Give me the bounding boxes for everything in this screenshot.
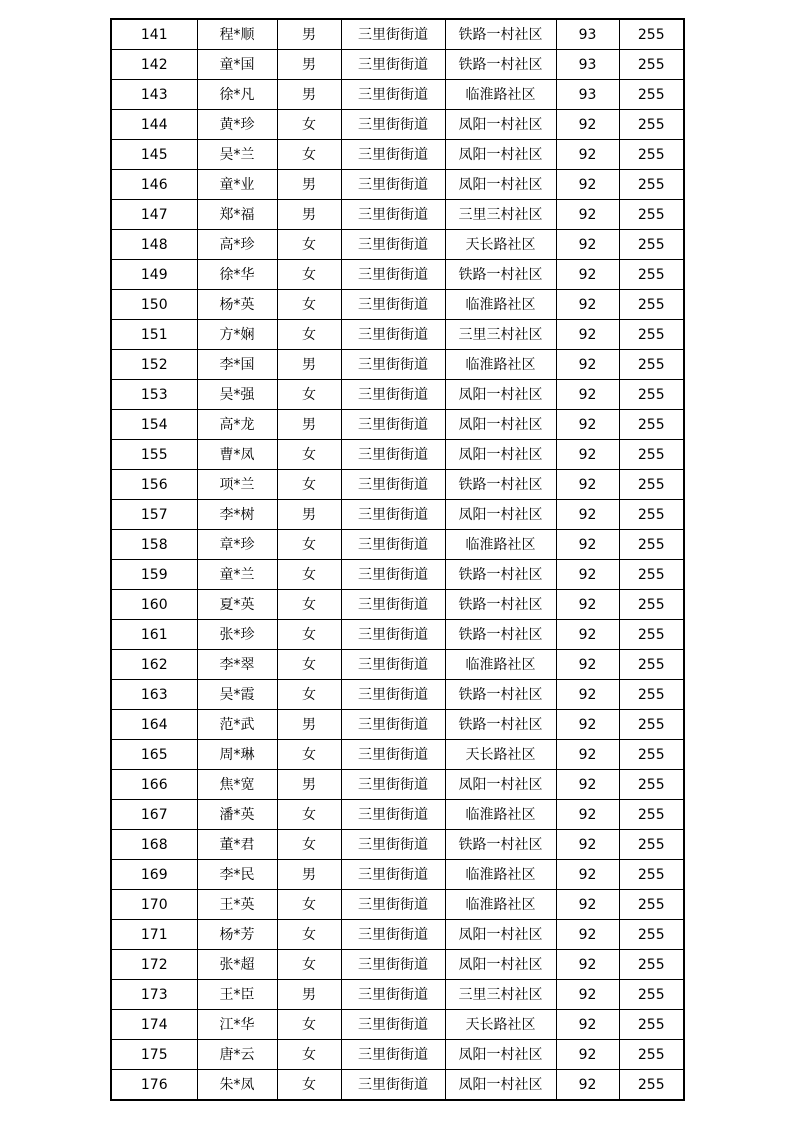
row-number-cell: 166 xyxy=(111,770,197,800)
gender-cell: 男 xyxy=(277,860,341,890)
amount-cell: 255 xyxy=(619,200,684,230)
name-cell: 程*顺 xyxy=(197,19,277,50)
community-cell: 临淮路社区 xyxy=(445,350,556,380)
table-row xyxy=(111,620,684,650)
age-cell: 92 xyxy=(556,500,619,530)
gender-cell: 男 xyxy=(277,770,341,800)
community-cell: 凤阳一村社区 xyxy=(445,500,556,530)
name-cell: 黄*珍 xyxy=(197,110,277,140)
gender-cell: 男 xyxy=(277,350,341,380)
community-cell: 铁路一村社区 xyxy=(445,560,556,590)
street-cell: 三里街街道 xyxy=(341,380,445,410)
amount-cell: 255 xyxy=(619,500,684,530)
street-cell: 三里街街道 xyxy=(341,830,445,860)
table-row xyxy=(111,410,684,440)
street-cell: 三里街街道 xyxy=(341,680,445,710)
street-cell: 三里街街道 xyxy=(341,770,445,800)
community-cell: 凤阳一村社区 xyxy=(445,1040,556,1070)
amount-cell: 255 xyxy=(619,110,684,140)
amount-cell: 255 xyxy=(619,950,684,980)
community-cell: 铁路一村社区 xyxy=(445,590,556,620)
row-number-cell: 159 xyxy=(111,560,197,590)
gender-cell: 女 xyxy=(277,260,341,290)
community-cell: 凤阳一村社区 xyxy=(445,920,556,950)
table-row xyxy=(111,890,684,920)
name-cell: 李*民 xyxy=(197,860,277,890)
row-number-cell: 172 xyxy=(111,950,197,980)
row-number-cell: 162 xyxy=(111,650,197,680)
community-cell: 凤阳一村社区 xyxy=(445,770,556,800)
community-cell: 临淮路社区 xyxy=(445,890,556,920)
row-number-cell: 161 xyxy=(111,620,197,650)
name-cell: 高*珍 xyxy=(197,230,277,260)
row-number-cell: 154 xyxy=(111,410,197,440)
street-cell: 三里街街道 xyxy=(341,500,445,530)
age-cell: 92 xyxy=(556,200,619,230)
row-number-cell: 176 xyxy=(111,1070,197,1101)
gender-cell: 女 xyxy=(277,830,341,860)
street-cell: 三里街街道 xyxy=(341,140,445,170)
street-cell: 三里街街道 xyxy=(341,260,445,290)
age-cell: 93 xyxy=(556,19,619,50)
amount-cell: 255 xyxy=(619,920,684,950)
gender-cell: 女 xyxy=(277,740,341,770)
row-number-cell: 148 xyxy=(111,230,197,260)
age-cell: 92 xyxy=(556,290,619,320)
row-number-cell: 150 xyxy=(111,290,197,320)
amount-cell: 255 xyxy=(619,80,684,110)
table-row xyxy=(111,920,684,950)
community-cell: 凤阳一村社区 xyxy=(445,950,556,980)
age-cell: 92 xyxy=(556,770,619,800)
gender-cell: 女 xyxy=(277,320,341,350)
amount-cell: 255 xyxy=(619,230,684,260)
name-cell: 李*国 xyxy=(197,350,277,380)
street-cell: 三里街街道 xyxy=(341,530,445,560)
name-cell: 童*兰 xyxy=(197,560,277,590)
row-number-cell: 169 xyxy=(111,860,197,890)
age-cell: 92 xyxy=(556,710,619,740)
name-cell: 李*树 xyxy=(197,500,277,530)
table-row xyxy=(111,50,684,80)
community-cell: 临淮路社区 xyxy=(445,650,556,680)
amount-cell: 255 xyxy=(619,320,684,350)
row-number-cell: 147 xyxy=(111,200,197,230)
street-cell: 三里街街道 xyxy=(341,650,445,680)
community-cell: 三里三村社区 xyxy=(445,980,556,1010)
table-row xyxy=(111,500,684,530)
age-cell: 92 xyxy=(556,380,619,410)
amount-cell: 255 xyxy=(619,50,684,80)
community-cell: 铁路一村社区 xyxy=(445,680,556,710)
gender-cell: 男 xyxy=(277,980,341,1010)
community-cell: 铁路一村社区 xyxy=(445,830,556,860)
age-cell: 92 xyxy=(556,650,619,680)
street-cell: 三里街街道 xyxy=(341,440,445,470)
amount-cell: 255 xyxy=(619,290,684,320)
street-cell: 三里街街道 xyxy=(341,1070,445,1101)
street-cell: 三里街街道 xyxy=(341,19,445,50)
age-cell: 92 xyxy=(556,530,619,560)
name-cell: 童*业 xyxy=(197,170,277,200)
amount-cell: 255 xyxy=(619,590,684,620)
name-cell: 杨*芳 xyxy=(197,920,277,950)
gender-cell: 女 xyxy=(277,1010,341,1040)
amount-cell: 255 xyxy=(619,860,684,890)
table-row xyxy=(111,530,684,560)
name-cell: 章*珍 xyxy=(197,530,277,560)
age-cell: 92 xyxy=(556,620,619,650)
row-number-cell: 171 xyxy=(111,920,197,950)
table-row xyxy=(111,560,684,590)
street-cell: 三里街街道 xyxy=(341,890,445,920)
row-number-cell: 175 xyxy=(111,1040,197,1070)
name-cell: 郑*福 xyxy=(197,200,277,230)
gender-cell: 男 xyxy=(277,19,341,50)
gender-cell: 女 xyxy=(277,440,341,470)
name-cell: 吴*强 xyxy=(197,380,277,410)
community-cell: 临淮路社区 xyxy=(445,530,556,560)
age-cell: 92 xyxy=(556,1040,619,1070)
age-cell: 92 xyxy=(556,350,619,380)
age-cell: 92 xyxy=(556,170,619,200)
gender-cell: 女 xyxy=(277,1040,341,1070)
table-row xyxy=(111,290,684,320)
row-number-cell: 153 xyxy=(111,380,197,410)
gender-cell: 女 xyxy=(277,380,341,410)
table-row xyxy=(111,320,684,350)
table-body xyxy=(111,19,684,1100)
gender-cell: 男 xyxy=(277,50,341,80)
gender-cell: 女 xyxy=(277,290,341,320)
name-cell: 董*君 xyxy=(197,830,277,860)
name-cell: 范*武 xyxy=(197,710,277,740)
community-cell: 临淮路社区 xyxy=(445,80,556,110)
table-row xyxy=(111,1040,684,1070)
community-cell: 凤阳一村社区 xyxy=(445,110,556,140)
name-cell: 王*英 xyxy=(197,890,277,920)
table-row xyxy=(111,440,684,470)
name-cell: 曹*凤 xyxy=(197,440,277,470)
street-cell: 三里街街道 xyxy=(341,1040,445,1070)
amount-cell: 255 xyxy=(619,710,684,740)
age-cell: 92 xyxy=(556,1010,619,1040)
table-row xyxy=(111,350,684,380)
community-cell: 三里三村社区 xyxy=(445,320,556,350)
street-cell: 三里街街道 xyxy=(341,350,445,380)
community-cell: 临淮路社区 xyxy=(445,800,556,830)
community-cell: 铁路一村社区 xyxy=(445,620,556,650)
street-cell: 三里街街道 xyxy=(341,620,445,650)
row-number-cell: 155 xyxy=(111,440,197,470)
street-cell: 三里街街道 xyxy=(341,950,445,980)
name-cell: 王*臣 xyxy=(197,980,277,1010)
amount-cell: 255 xyxy=(619,440,684,470)
age-cell: 92 xyxy=(556,440,619,470)
age-cell: 92 xyxy=(556,410,619,440)
community-cell: 三里三村社区 xyxy=(445,200,556,230)
community-cell: 凤阳一村社区 xyxy=(445,170,556,200)
gender-cell: 男 xyxy=(277,170,341,200)
amount-cell: 255 xyxy=(619,980,684,1010)
street-cell: 三里街街道 xyxy=(341,110,445,140)
table-row xyxy=(111,740,684,770)
gender-cell: 女 xyxy=(277,590,341,620)
name-cell: 唐*云 xyxy=(197,1040,277,1070)
community-cell: 天长路社区 xyxy=(445,230,556,260)
street-cell: 三里街街道 xyxy=(341,80,445,110)
amount-cell: 255 xyxy=(619,770,684,800)
gender-cell: 女 xyxy=(277,110,341,140)
age-cell: 92 xyxy=(556,980,619,1010)
community-cell: 凤阳一村社区 xyxy=(445,1070,556,1101)
gender-cell: 女 xyxy=(277,950,341,980)
table-row xyxy=(111,680,684,710)
age-cell: 93 xyxy=(556,80,619,110)
amount-cell: 255 xyxy=(619,1040,684,1070)
street-cell: 三里街街道 xyxy=(341,710,445,740)
table-row xyxy=(111,1010,684,1040)
amount-cell: 255 xyxy=(619,620,684,650)
community-cell: 临淮路社区 xyxy=(445,290,556,320)
name-cell: 杨*英 xyxy=(197,290,277,320)
gender-cell: 女 xyxy=(277,800,341,830)
amount-cell: 255 xyxy=(619,350,684,380)
age-cell: 92 xyxy=(556,890,619,920)
row-number-cell: 174 xyxy=(111,1010,197,1040)
gender-cell: 男 xyxy=(277,410,341,440)
amount-cell: 255 xyxy=(619,260,684,290)
gender-cell: 男 xyxy=(277,200,341,230)
table-row xyxy=(111,590,684,620)
community-cell: 铁路一村社区 xyxy=(445,260,556,290)
name-cell: 江*华 xyxy=(197,1010,277,1040)
street-cell: 三里街街道 xyxy=(341,740,445,770)
age-cell: 92 xyxy=(556,560,619,590)
community-cell: 铁路一村社区 xyxy=(445,470,556,500)
street-cell: 三里街街道 xyxy=(341,800,445,830)
name-cell: 焦*宽 xyxy=(197,770,277,800)
community-cell: 凤阳一村社区 xyxy=(445,140,556,170)
street-cell: 三里街街道 xyxy=(341,470,445,500)
age-cell: 92 xyxy=(556,470,619,500)
amount-cell: 255 xyxy=(619,650,684,680)
row-number-cell: 143 xyxy=(111,80,197,110)
street-cell: 三里街街道 xyxy=(341,590,445,620)
name-cell: 夏*英 xyxy=(197,590,277,620)
name-cell: 方*娴 xyxy=(197,320,277,350)
name-cell: 张*珍 xyxy=(197,620,277,650)
name-cell: 李*翠 xyxy=(197,650,277,680)
age-cell: 92 xyxy=(556,1070,619,1101)
street-cell: 三里街街道 xyxy=(341,1010,445,1040)
row-number-cell: 170 xyxy=(111,890,197,920)
table-row xyxy=(111,260,684,290)
gender-cell: 女 xyxy=(277,560,341,590)
table-row xyxy=(111,770,684,800)
table-row xyxy=(111,140,684,170)
gender-cell: 女 xyxy=(277,920,341,950)
community-cell: 凤阳一村社区 xyxy=(445,380,556,410)
age-cell: 92 xyxy=(556,320,619,350)
amount-cell: 255 xyxy=(619,380,684,410)
name-cell: 吴*霞 xyxy=(197,680,277,710)
row-number-cell: 167 xyxy=(111,800,197,830)
amount-cell: 255 xyxy=(619,470,684,500)
name-cell: 童*国 xyxy=(197,50,277,80)
gender-cell: 女 xyxy=(277,230,341,260)
table-row xyxy=(111,950,684,980)
amount-cell: 255 xyxy=(619,1010,684,1040)
row-number-cell: 144 xyxy=(111,110,197,140)
street-cell: 三里街街道 xyxy=(341,320,445,350)
table-row xyxy=(111,170,684,200)
community-cell: 铁路一村社区 xyxy=(445,19,556,50)
community-cell: 天长路社区 xyxy=(445,1010,556,1040)
amount-cell: 255 xyxy=(619,170,684,200)
row-number-cell: 149 xyxy=(111,260,197,290)
name-cell: 吴*兰 xyxy=(197,140,277,170)
beneficiary-table xyxy=(110,18,685,1101)
community-cell: 凤阳一村社区 xyxy=(445,410,556,440)
age-cell: 92 xyxy=(556,920,619,950)
name-cell: 周*琳 xyxy=(197,740,277,770)
gender-cell: 女 xyxy=(277,530,341,560)
name-cell: 朱*凤 xyxy=(197,1070,277,1101)
name-cell: 高*龙 xyxy=(197,410,277,440)
community-cell: 临淮路社区 xyxy=(445,860,556,890)
table-row xyxy=(111,19,684,50)
row-number-cell: 151 xyxy=(111,320,197,350)
table-row xyxy=(111,980,684,1010)
table-row xyxy=(111,380,684,410)
table-row xyxy=(111,110,684,140)
street-cell: 三里街街道 xyxy=(341,560,445,590)
gender-cell: 女 xyxy=(277,650,341,680)
row-number-cell: 158 xyxy=(111,530,197,560)
row-number-cell: 163 xyxy=(111,680,197,710)
age-cell: 92 xyxy=(556,800,619,830)
community-cell: 铁路一村社区 xyxy=(445,710,556,740)
age-cell: 92 xyxy=(556,740,619,770)
gender-cell: 女 xyxy=(277,890,341,920)
row-number-cell: 173 xyxy=(111,980,197,1010)
table-row xyxy=(111,650,684,680)
name-cell: 徐*凡 xyxy=(197,80,277,110)
name-cell: 徐*华 xyxy=(197,260,277,290)
amount-cell: 255 xyxy=(619,740,684,770)
street-cell: 三里街街道 xyxy=(341,200,445,230)
row-number-cell: 156 xyxy=(111,470,197,500)
street-cell: 三里街街道 xyxy=(341,920,445,950)
age-cell: 92 xyxy=(556,140,619,170)
age-cell: 92 xyxy=(556,110,619,140)
gender-cell: 女 xyxy=(277,470,341,500)
row-number-cell: 145 xyxy=(111,140,197,170)
row-number-cell: 164 xyxy=(111,710,197,740)
street-cell: 三里街街道 xyxy=(341,860,445,890)
age-cell: 92 xyxy=(556,830,619,860)
gender-cell: 男 xyxy=(277,500,341,530)
amount-cell: 255 xyxy=(619,890,684,920)
name-cell: 张*超 xyxy=(197,950,277,980)
street-cell: 三里街街道 xyxy=(341,290,445,320)
table-row xyxy=(111,800,684,830)
community-cell: 凤阳一村社区 xyxy=(445,440,556,470)
age-cell: 92 xyxy=(556,860,619,890)
street-cell: 三里街街道 xyxy=(341,980,445,1010)
table-row xyxy=(111,710,684,740)
table-row xyxy=(111,80,684,110)
amount-cell: 255 xyxy=(619,560,684,590)
age-cell: 93 xyxy=(556,50,619,80)
row-number-cell: 157 xyxy=(111,500,197,530)
table-row xyxy=(111,470,684,500)
street-cell: 三里街街道 xyxy=(341,410,445,440)
table-row xyxy=(111,830,684,860)
gender-cell: 女 xyxy=(277,680,341,710)
street-cell: 三里街街道 xyxy=(341,170,445,200)
age-cell: 92 xyxy=(556,950,619,980)
age-cell: 92 xyxy=(556,680,619,710)
amount-cell: 255 xyxy=(619,140,684,170)
gender-cell: 女 xyxy=(277,140,341,170)
amount-cell: 255 xyxy=(619,530,684,560)
row-number-cell: 146 xyxy=(111,170,197,200)
row-number-cell: 160 xyxy=(111,590,197,620)
name-cell: 潘*英 xyxy=(197,800,277,830)
gender-cell: 男 xyxy=(277,80,341,110)
row-number-cell: 142 xyxy=(111,50,197,80)
amount-cell: 255 xyxy=(619,1070,684,1101)
age-cell: 92 xyxy=(556,260,619,290)
table-row xyxy=(111,1070,684,1101)
row-number-cell: 168 xyxy=(111,830,197,860)
street-cell: 三里街街道 xyxy=(341,230,445,260)
row-number-cell: 165 xyxy=(111,740,197,770)
age-cell: 92 xyxy=(556,590,619,620)
name-cell: 项*兰 xyxy=(197,470,277,500)
amount-cell: 255 xyxy=(619,410,684,440)
table-row xyxy=(111,200,684,230)
amount-cell: 255 xyxy=(619,830,684,860)
gender-cell: 女 xyxy=(277,1070,341,1101)
age-cell: 92 xyxy=(556,230,619,260)
table-row xyxy=(111,230,684,260)
amount-cell: 255 xyxy=(619,680,684,710)
community-cell: 铁路一村社区 xyxy=(445,50,556,80)
row-number-cell: 152 xyxy=(111,350,197,380)
row-number-cell: 141 xyxy=(111,19,197,50)
amount-cell: 255 xyxy=(619,800,684,830)
table-row xyxy=(111,860,684,890)
gender-cell: 男 xyxy=(277,710,341,740)
amount-cell: 255 xyxy=(619,19,684,50)
gender-cell: 女 xyxy=(277,620,341,650)
street-cell: 三里街街道 xyxy=(341,50,445,80)
community-cell: 天长路社区 xyxy=(445,740,556,770)
